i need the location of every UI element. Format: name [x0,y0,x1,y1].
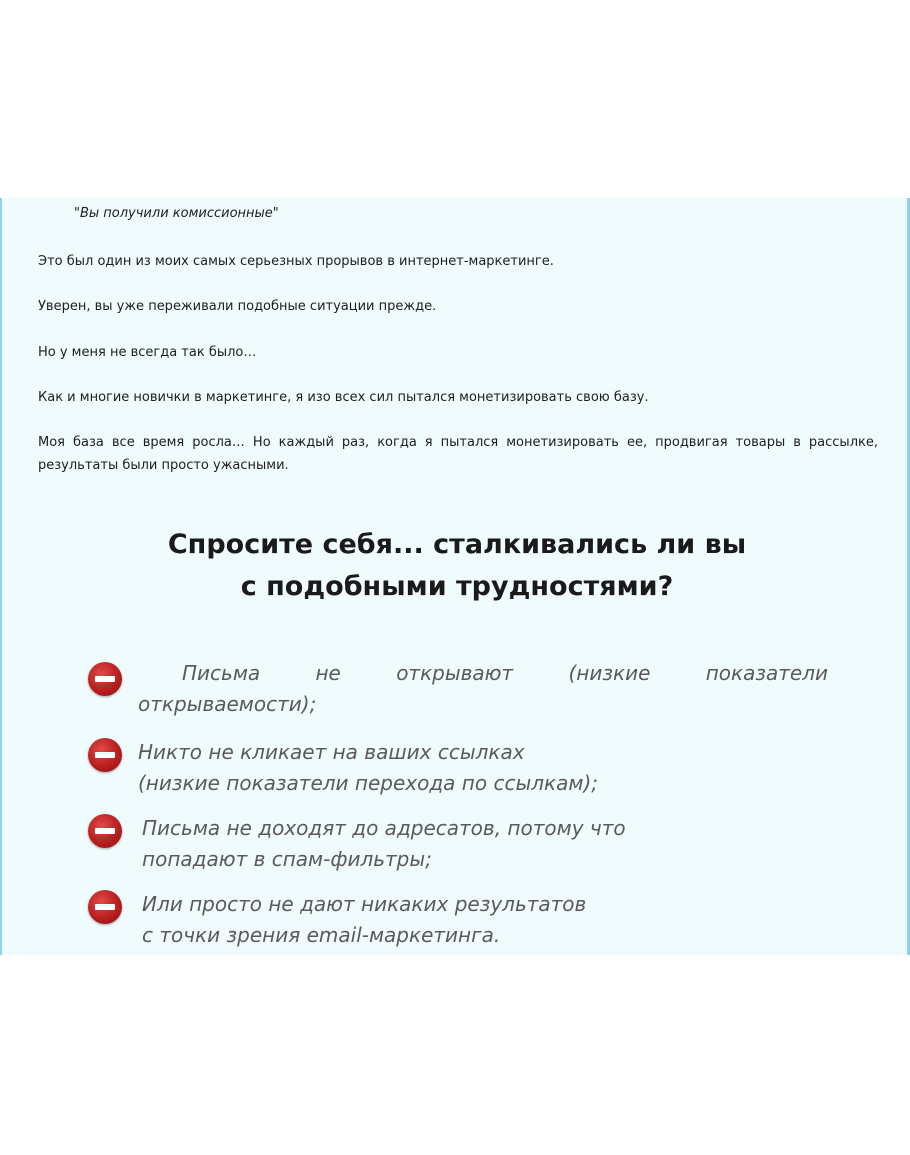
list-item [2,734,910,804]
paragraph-not-always: Но у меня не всегда так было… [38,345,257,360]
list-item [2,810,910,880]
heading-line-1: Спросите себя... сталкивались ли вы [167,529,747,560]
problem-text [138,737,828,799]
problem-word: Письма [182,661,261,685]
list-item [2,886,910,956]
stop-icon [88,738,122,772]
stop-icon [88,662,122,696]
problem-line-1: Или просто не дают никаких результатов [142,892,587,916]
problem-text [142,813,832,875]
paragraph-breakthrough: Это был один из моих самых серьезных прорывов в интернет-маркетинге. [38,254,554,269]
problem-line-2: попадают в спам-фильтры; [142,847,432,871]
paragraph-results: Моя база все время росла… Но каждый раз, когда я пытался монетизировать ее, продвигая товары в рассылке, результаты были просто ужасными. [38,435,878,473]
content-panel [0,198,910,955]
intro-quote: "Вы получили комиссионные" [74,206,279,221]
problem-line-1: Письма не доходят до адресатов, потому что [142,816,626,840]
problem-line-1: Никто не кликает на ваших ссылках [138,740,525,764]
stop-icon [88,814,122,848]
section-heading [2,524,910,608]
problem-word: не [315,661,341,685]
problem-word: открывают [396,661,514,685]
problem-text [138,658,828,720]
problem-line-2: (низкие показатели перехода по ссылкам); [138,771,598,795]
stop-icon [88,890,122,924]
problem-text [142,889,832,951]
list-item [2,658,910,728]
problem-line-2: с точки зрения email-маркетинга. [142,923,501,947]
problem-word: (низкие [568,661,651,685]
paragraph-monetize: Как и многие новички в маркетинге, я изо всех сил пытался монетизировать свою базу. [38,390,649,405]
problem-line-1 [138,658,828,689]
paragraph-experienced: Уверен, вы уже переживали подобные ситуации прежде. [38,299,437,314]
heading-line-2: с подобными трудностями? [240,571,674,602]
problem-line-2: открываемости); [138,692,317,716]
problem-word: показатели [705,661,828,685]
